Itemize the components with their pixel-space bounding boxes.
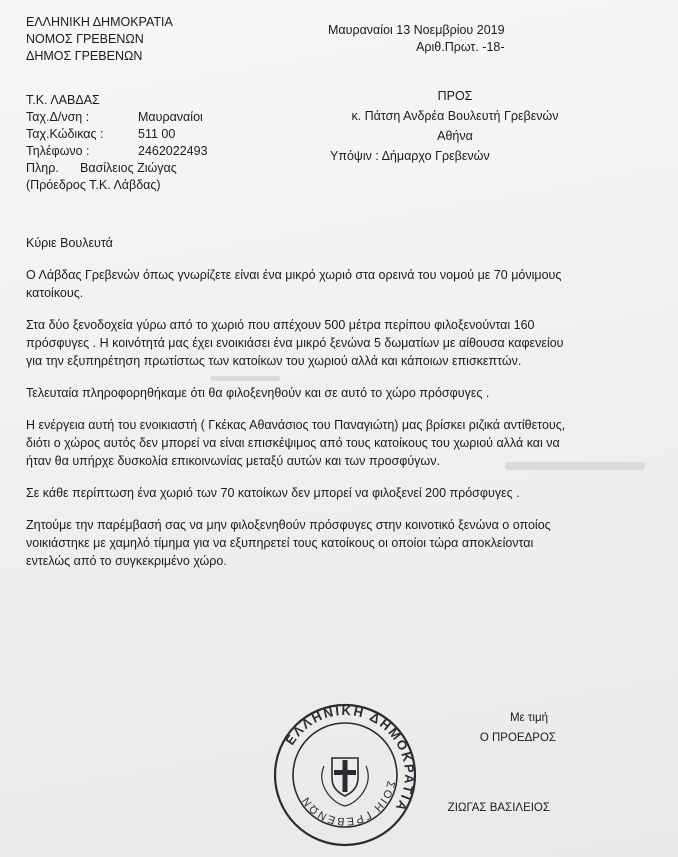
postal-value: Μαυραναίοι bbox=[138, 110, 203, 124]
contact-value: Βασίλειος Ζιώγας bbox=[80, 161, 177, 175]
paragraph-6: Ζητούμε την παρέμβασή σας να μην φιλοξενηθούν πρόσφυγες στην κοινοτικό ξενώνα ο οποίος νοικιάστηκε με χαμηλό τίμημα για να εξυπηρετεί τους κατοίκους οι οποίοι τώρα αποκλείονται εντελώς από το συγκεκριμένο χώρο. bbox=[26, 518, 551, 568]
sender-line-3: ΔΗΜΟΣ ΓΡΕΒΕΝΩΝ bbox=[26, 49, 143, 63]
seal-inner-text: ΣΟΙΗ ΓΡΕΒΕΝΩΝ bbox=[299, 779, 397, 828]
paragraph-4: Η ενέργεια αυτή του ενοικιαστή ( Γκέκας Αθανάσιος του Παναγιώτη) μας βρίσκει ριζικά αντίθετους, διότι ο χώρος αυτός δεν μπορεί να είναι επισκέψιμος από τους κατοίκους του χωριού αλλά και να ήταν θα υπήρχε δυσκολία επικοινωνίας μεταξύ αυτών και των προσφύγων. bbox=[26, 418, 566, 468]
paragraph-3: Τελευταία πληροφορηθήκαμε ότι θα φιλοξενηθούν και σε αυτό το χώρο πρόσφυγες . bbox=[26, 386, 490, 400]
closing-block bbox=[370, 708, 560, 818]
sender-header bbox=[26, 14, 173, 65]
contact-row bbox=[26, 160, 208, 177]
phone-value: 2462022493 bbox=[138, 144, 208, 158]
sender-line-2: ΝΟΜΟΣ ΓΡΕΒΕΝΩΝ bbox=[26, 32, 144, 46]
sender-address bbox=[26, 92, 208, 194]
sender-line-1: ΕΛΛΗΝΙΚΗ ΔΗΜΟΚΡΑΤΙΑ bbox=[26, 15, 173, 29]
closing-regards: Με τιμή bbox=[509, 712, 548, 724]
closing-signer: ΖΙΩΓΑΣ ΒΑΣΙΛΕΙΟΣ bbox=[447, 802, 550, 814]
recipient-to-label: ΠΡΟΣ bbox=[437, 89, 473, 103]
paragraph-5: Σε κάθε περίπτωση ένα χωριό των 70 κατοίκων δεν μπορεί να φιλοξενεί 200 πρόσφυγες . bbox=[26, 486, 520, 500]
contact-label: Πληρ. bbox=[26, 161, 59, 175]
phone-row bbox=[26, 143, 208, 160]
recipient-name: κ. Πάτση Ανδρέα Βουλευτή Γρεβενών bbox=[351, 109, 559, 123]
office-name: Τ.Κ. ΛΑΒΔΑΣ bbox=[26, 93, 100, 107]
code-row bbox=[26, 126, 208, 143]
recipient-block bbox=[320, 86, 590, 166]
postal-row bbox=[26, 109, 208, 126]
closing-role: Ο ΠΡΟΕΔΡΟΣ bbox=[479, 732, 556, 744]
phone-label: Τηλέφωνο : bbox=[26, 144, 90, 158]
paragraph-2: Στα δύο ξενοδοχεία γύρω από το χωριό που απέχουν 500 μέτρα περίπου φιλοξενούνται 160 πρόσφυγες . Η κοινότητά μας έχει ενοικιάσει ένα μικρό ξενώνα 5 δωματίων με αίθουσα καφενείου για την εξυπηρέτηση πρωτίστως των κατοίκων του χωριού αλλά και κάποιων επισκεπτών. bbox=[26, 318, 564, 368]
date-block bbox=[328, 22, 505, 56]
copy-smudge bbox=[210, 376, 280, 381]
recipient-cc: Υπόψιν : Δήμαρχο Γρεβενών bbox=[330, 149, 490, 163]
letter-body bbox=[26, 234, 566, 584]
code-value: 511 00 bbox=[138, 127, 176, 141]
recipient-city: Αθήνα bbox=[437, 129, 473, 143]
coat-of-arms-icon bbox=[322, 758, 369, 806]
paragraph-1: Ο Λάβδας Γρεβενών όπως γνωρίζετε είναι ένα μικρό χωριό στα ορεινά του νομού με 70 μόνιμους κατοίκους. bbox=[26, 268, 562, 300]
code-label: Ταχ.Κώδικας : bbox=[26, 127, 104, 141]
protocol-line: Αριθ.Πρωτ. -18- bbox=[416, 40, 505, 54]
contact-role: (Πρόεδρος Τ.Κ. Λάβδας) bbox=[26, 178, 161, 192]
seal-outer-text: ΕΛΛΗΝΙΚΗ ΔΗΜΟΚΡΑΤΙΑ bbox=[282, 702, 418, 816]
greeting: Κύριε Βουλευτά bbox=[26, 236, 113, 250]
copy-smudge bbox=[505, 462, 645, 470]
postal-label: Ταχ.Δ/νση : bbox=[26, 110, 90, 124]
date-line: Μαυραναίοι 13 Νοεμβρίου 2019 bbox=[328, 23, 505, 37]
